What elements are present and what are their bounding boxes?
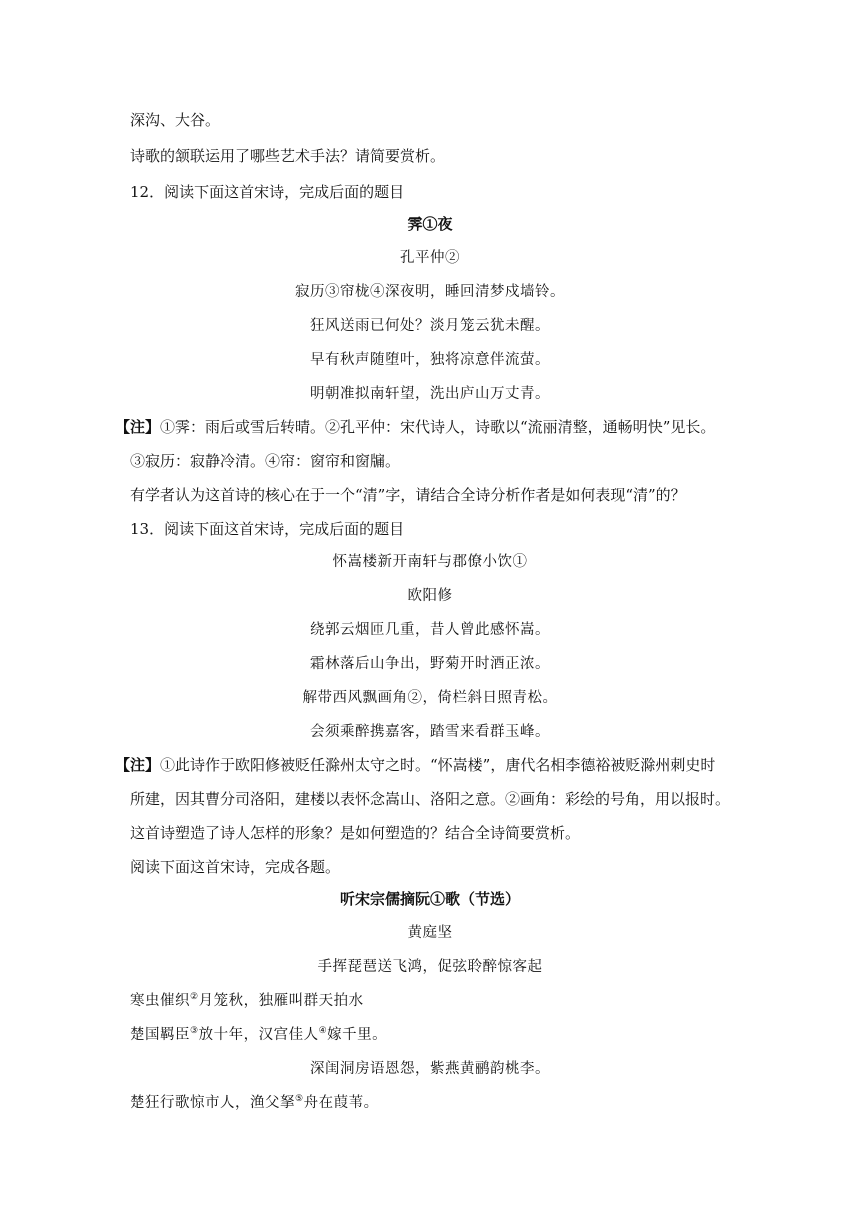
question-intro: 12．阅读下面这首宋诗，完成后面的题目 [130, 183, 405, 201]
footnote-marker: ③ [190, 1026, 199, 1037]
note-line [115, 755, 715, 775]
poem-title: 听宋宗儒摘阮①歌（节选） [339, 890, 520, 908]
poem-title: 霁①夜 [407, 215, 453, 233]
note-line [115, 417, 715, 437]
footnote-marker: ④ [318, 1026, 328, 1037]
poem-line [130, 991, 364, 1011]
poem-line: 解带西风飘画角②，倚栏斜日照青松。 [302, 690, 558, 706]
poem-text: 楚狂行歌惊市人，渔父拏 [130, 1095, 295, 1111]
poem-line [130, 1093, 379, 1113]
poem-text: 放十年，汉宫佳人 [198, 1027, 319, 1043]
poem-text: 嫁千里。 [327, 1027, 388, 1043]
poem-author: 黄庭坚 [407, 925, 453, 941]
question-intro: 阅读下面这首宋诗，完成各题。 [130, 858, 341, 876]
poem-author: 孔平仲② [400, 250, 460, 266]
text-line: 深沟、大谷。 [130, 111, 221, 129]
poem-title: 怀嵩楼新开南轩与郡僚小饮① [332, 554, 528, 570]
note-text: ①此诗作于欧阳修被贬任滁州太守之时。“怀嵩楼”，唐代名相李德裕被贬滁州刺史时 [160, 756, 716, 774]
poem-line: 早有秋声随堕叶，独将凉意伴流萤。 [310, 352, 550, 368]
poem-line: 寂历③帘栊④深夜明，睡回清梦戍墙铃。 [295, 284, 565, 300]
note-label: 【注】 [115, 418, 161, 436]
poem-text: 月笼秋，独雁叫群天拍水 [198, 993, 364, 1009]
footnote-marker: ⑤ [295, 1094, 304, 1105]
poem-line: 深闺洞房语恩怨，紫燕黄鹂韵桃李。 [310, 1061, 550, 1077]
poem-text: 寒虫催织 [130, 993, 190, 1009]
poem-line: 手挥琵琶送飞鸿，促弦聆醉惊客起 [317, 959, 543, 975]
poem-line: 会须乘醉携嘉客，踏雪来看群玉峰。 [310, 724, 550, 740]
poem-line [130, 1025, 387, 1045]
poem-line: 狂风送雨已何处？淡月笼云犹未醒。 [310, 318, 550, 334]
footnote-marker: ② [190, 992, 199, 1003]
note-label: 【注】 [115, 756, 161, 774]
poem-line: 明朝准拟南轩望，洗出庐山万丈青。 [310, 386, 550, 402]
poem-line: 霜林落后山争出，野菊开时酒正浓。 [310, 656, 550, 672]
note-text: ①霁：雨后或雪后转晴。②孔平仲：宋代诗人，诗歌以“流丽清整，通畅明快”见长。 [160, 418, 716, 436]
question-intro: 13．阅读下面这首宋诗，完成后面的题目 [130, 520, 405, 538]
question-text: 诗歌的颔联运用了哪些艺术手法？请简要赏析。 [130, 147, 446, 165]
question-text: 这首诗塑造了诗人怎样的形象？是如何塑造的？结合全诗简要赏析。 [130, 824, 581, 842]
note-line: ③寂历：寂静冷清。④帘：窗帘和窗牖。 [130, 452, 401, 470]
note-line: 所建，因其曹分司洛阳，建楼以表怀念嵩山、洛阳之意。②画角：彩绘的号角，用以报时。 [130, 790, 731, 808]
poem-author: 欧阳修 [407, 588, 453, 604]
poem-text: 楚国羁臣 [130, 1027, 190, 1043]
question-text: 有学者认为这首诗的核心在于一个“清”字，请结合全诗分析作者是如何表现“清”的？ [130, 486, 686, 504]
poem-line: 绕郭云烟匝几重，昔人曾此感怀嵩。 [310, 622, 550, 638]
poem-text: 舟在葭苇。 [303, 1095, 379, 1111]
